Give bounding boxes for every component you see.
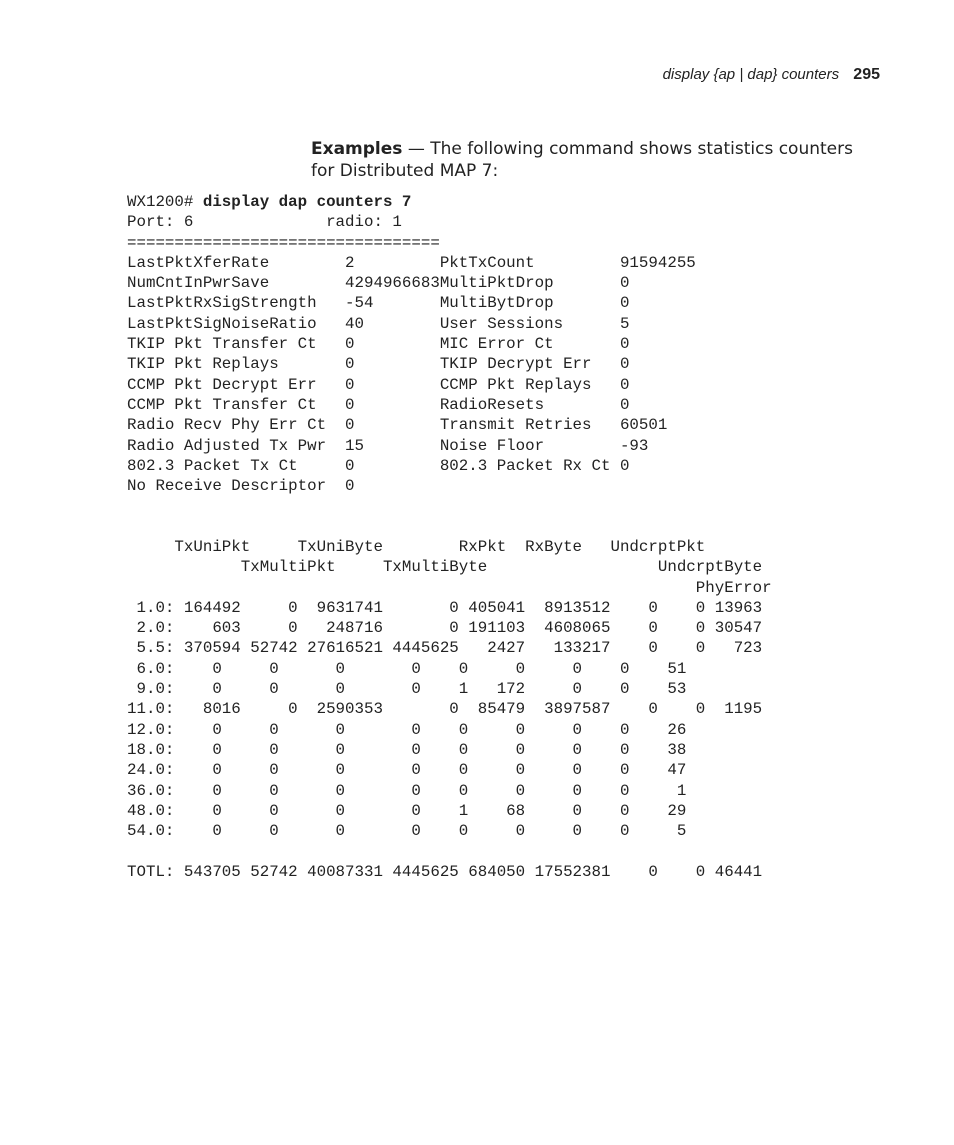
page-header <box>560 66 880 84</box>
counter-line: Radio Adjusted Tx Pwr 15 Noise Floor -93 <box>127 436 649 455</box>
counter-line: ================================= <box>127 233 440 252</box>
rate-table-line: PhyError <box>127 578 772 597</box>
counter-line: LastPktSigNoiseRatio 40 User Sessions 5 <box>127 314 630 333</box>
rate-table-body <box>127 538 772 881</box>
rate-table-line: 6.0: 0 0 0 0 0 0 0 0 51 <box>127 659 687 678</box>
counter-line: LastPktRxSigStrength -54 MultiBytDrop 0 <box>127 294 630 313</box>
rate-table-line: 5.5: 370594 52742 27616521 4445625 2427 133217 0 0 723 <box>127 639 763 658</box>
rate-table-line: 36.0: 0 0 0 0 0 0 0 0 1 <box>127 781 687 800</box>
rate-table-line: 2.0: 603 0 248716 0 191103 4608065 0 0 30547 <box>127 619 763 638</box>
counter-line: NumCntInPwrSave 4294966683MultiPktDrop 0 <box>127 274 630 293</box>
rate-table-line: 12.0: 0 0 0 0 0 0 0 0 26 <box>127 720 687 739</box>
rate-table-line: 24.0: 0 0 0 0 0 0 0 0 47 <box>127 761 687 780</box>
counters-output <box>127 192 696 496</box>
rate-table-line: 11.0: 8016 0 2590353 0 85479 3897587 0 0 1195 <box>127 700 763 719</box>
counter-line: TKIP Pkt Replays 0 TKIP Decrypt Err 0 <box>127 355 630 374</box>
rate-table-line: TOTL: 543705 52742 40087331 4445625 684050 17552381 0 0 46441 <box>127 862 763 881</box>
command-text: display dap counters 7 <box>202 193 412 211</box>
running-title: display {ap | dap} counters <box>662 66 840 83</box>
examples-label: Examples <box>311 139 403 159</box>
rate-table-line: 1.0: 164492 0 9631741 0 405041 8913512 0 0 13963 <box>127 598 763 617</box>
rate-table-line: 54.0: 0 0 0 0 0 0 0 0 5 <box>127 822 687 841</box>
counter-line: LastPktXferRate 2 PktTxCount 91594255 <box>127 253 696 272</box>
examples-text: — The following command shows statistics counters for Distributed MAP 7: <box>311 139 853 181</box>
rate-table-line: 18.0: 0 0 0 0 0 0 0 0 38 <box>127 740 687 759</box>
counter-line: CCMP Pkt Decrypt Err 0 CCMP Pkt Replays 0 <box>127 375 630 394</box>
examples-paragraph <box>311 138 871 182</box>
counter-line: TKIP Pkt Transfer Ct 0 MIC Error Ct 0 <box>127 335 630 354</box>
rate-table-line: 9.0: 0 0 0 0 1 172 0 0 53 <box>127 680 687 699</box>
page-number: 295 <box>853 66 880 83</box>
counters-body <box>127 213 696 495</box>
rate-table-line: 48.0: 0 0 0 0 1 68 0 0 29 <box>127 801 687 820</box>
counter-line: Radio Recv Phy Err Ct 0 Transmit Retries 60501 <box>127 416 668 435</box>
rate-table-output <box>127 537 772 882</box>
counter-line: Port: 6 radio: 1 <box>127 213 402 232</box>
counter-line: 802.3 Packet Tx Ct 0 802.3 Packet Rx Ct 0 <box>127 456 630 475</box>
rate-table-line: TxUniPkt TxUniByte RxPkt RxByte UndcrptPkt <box>127 538 706 556</box>
command-prompt: WX1200# <box>127 193 203 211</box>
counter-line: No Receive Descriptor 0 <box>127 477 355 496</box>
rate-table-line: TxMultiPkt TxMultiByte UndcrptByte <box>127 558 763 577</box>
counter-line: CCMP Pkt Transfer Ct 0 RadioResets 0 <box>127 395 630 414</box>
